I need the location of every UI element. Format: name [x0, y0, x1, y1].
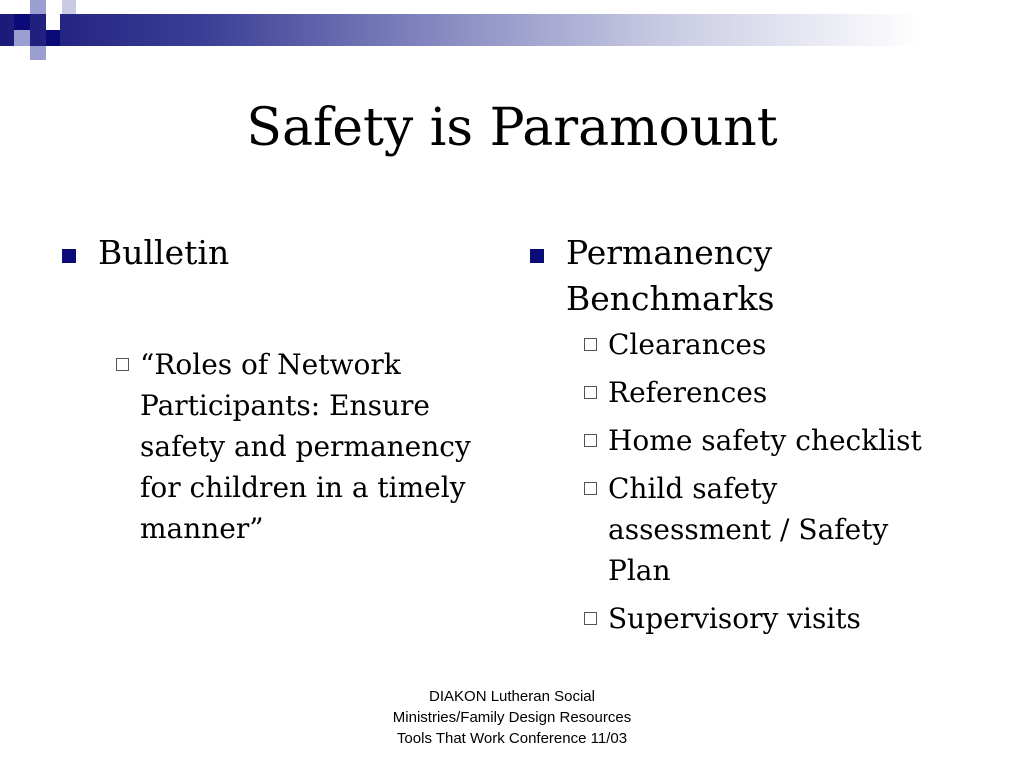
- header-square-decoration: [30, 46, 46, 60]
- bullet-text: Bulletin: [98, 233, 230, 272]
- sub-list: [584, 324, 1000, 639]
- header-square-decoration: [62, 0, 76, 14]
- sub-list-item: [584, 324, 1000, 365]
- header-gradient-band: [0, 14, 1024, 46]
- hollow-square-bullet-icon: [584, 386, 597, 399]
- square-bullet-icon: [530, 249, 544, 263]
- sub-list-item: [116, 344, 482, 549]
- bullet-item: [530, 230, 1000, 322]
- right-column: [530, 230, 1000, 646]
- sub-item-text: “Roles of Network Participants: Ensure safety and permanency for children in a timely manner”: [140, 348, 471, 545]
- hollow-square-bullet-icon: [584, 482, 597, 495]
- bullet-item: [62, 230, 482, 276]
- header-square-decoration: [46, 30, 60, 46]
- hollow-square-bullet-icon: [584, 338, 597, 351]
- footer-line: Ministries/Family Design Resources: [392, 709, 632, 726]
- bullet-text: Permanency Benchmarks: [566, 233, 775, 318]
- sub-item-text: Home safety checklist: [608, 424, 922, 457]
- footer-line: Tools That Work Conference 11/03: [396, 730, 628, 747]
- slide-title: Safety is Paramount: [246, 98, 778, 158]
- sub-list-item: [584, 598, 1000, 639]
- sub-list-item: [584, 468, 1000, 591]
- hollow-square-bullet-icon: [116, 358, 129, 371]
- sub-list: [116, 344, 482, 549]
- sub-item-text: Supervisory visits: [608, 602, 861, 635]
- left-column: [62, 230, 482, 549]
- hollow-square-bullet-icon: [584, 434, 597, 447]
- square-bullet-icon: [62, 249, 76, 263]
- header-square-decoration: [14, 30, 30, 46]
- header-square-decoration: [46, 14, 60, 30]
- header-square-decoration: [0, 0, 14, 14]
- slide-footer: [312, 686, 712, 749]
- header-square-decoration: [30, 0, 46, 14]
- sub-item-text: Clearances: [608, 328, 767, 361]
- sub-list-item: [584, 372, 1000, 413]
- sub-item-text: Child safety assessment / Safety Plan: [608, 472, 889, 587]
- sub-list-item: [584, 420, 1000, 461]
- sub-item-text: References: [608, 376, 768, 409]
- header-square-decoration: [14, 14, 30, 30]
- footer-line: DIAKON Lutheran Social: [429, 688, 595, 705]
- hollow-square-bullet-icon: [584, 612, 597, 625]
